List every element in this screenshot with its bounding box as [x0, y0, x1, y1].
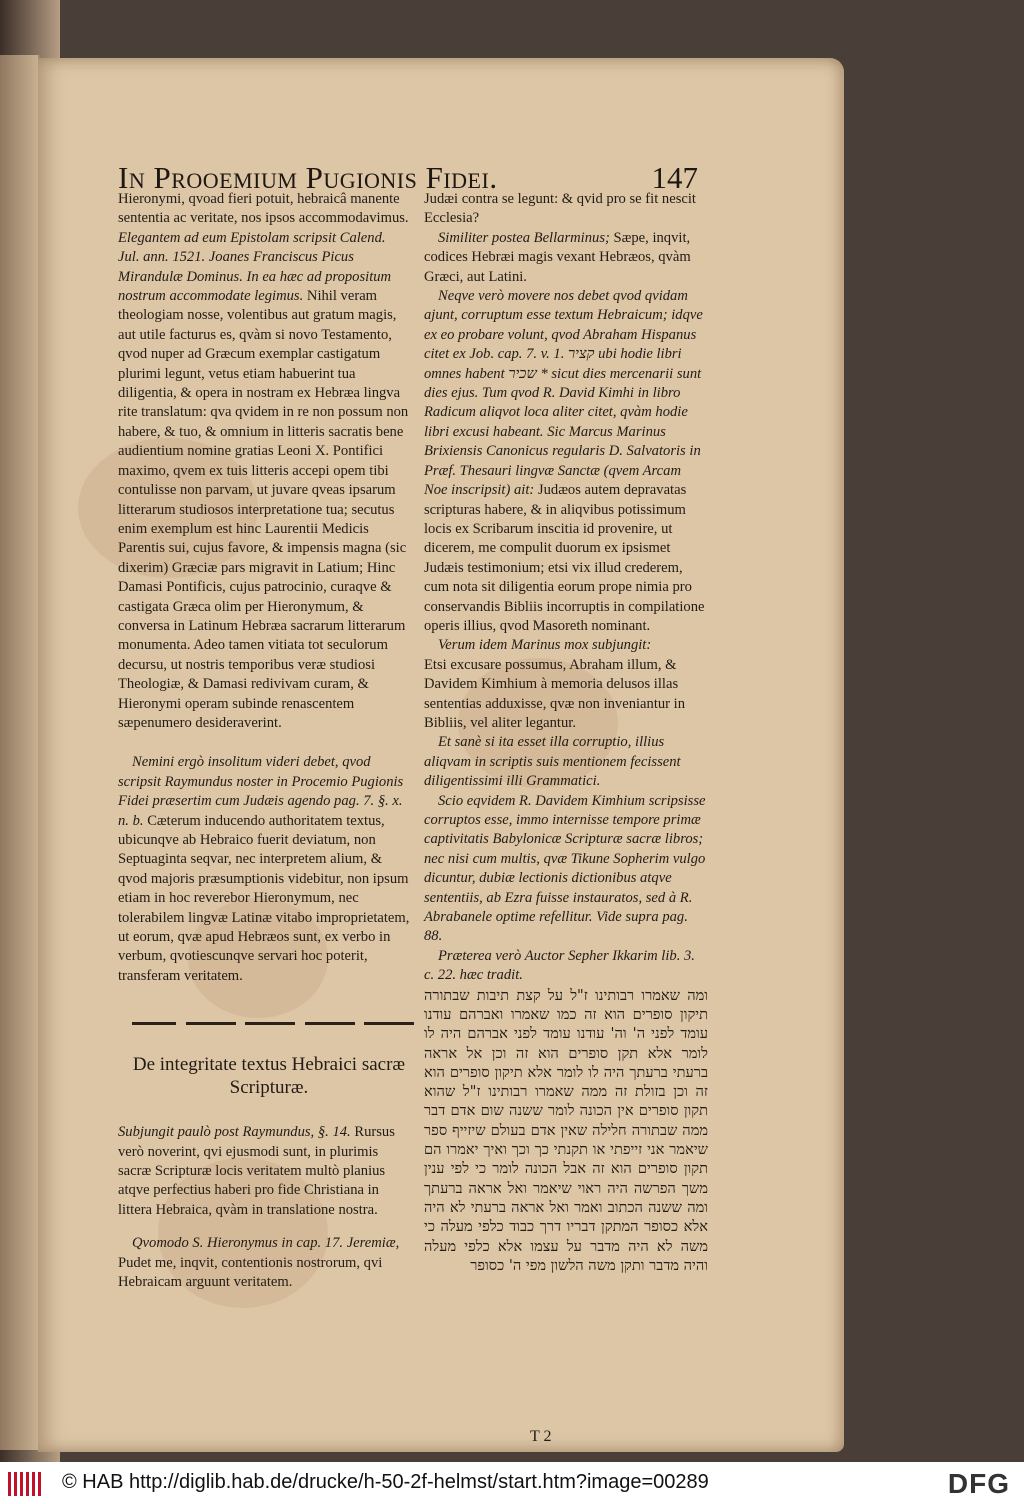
- text: Cæterum inducendo authoritatem textus, ubicunqve ab Hebraico fuerit deviatum, non Septuaginta seqvar, nec interpretem alium, & qvod majoris præsumptionis videbitur, non ipsum etiam in hoc reverebor Hieronymum, nec tolerabilem lingvæ Latinæ vitabo improprietatem, ut eorum, qvæ apud Hebræos sunt, ex verbo in verbum, qvotiescunqve servari hoc poterit, transferam veritatem.: [118, 812, 410, 984]
- text-italic: Subjungit paulò post Raymundus, §. 14.: [118, 1124, 351, 1141]
- text: Judæos autem depravatas scripturas habere, & in aliqvibus potissimum locis ex Scribarum inscitia id provenire, ut dicerem, me compulit duorum ex ipsismet Judæis testimonium; etsi vix illud crederem, cum nota sit diligentia eorum prope nimia pro conservandis Bibliis incorruptis in compilatione operis illius, qvod Masoreth nominant.: [424, 482, 705, 634]
- text: Pudet me, inqvit, contentionis nostrorum, qvi Hebraicam arguunt veritatem.: [118, 1254, 383, 1291]
- text: Nihil veram theologiam nosse, volentibus aut gratum magis, aut utile facturus es, qvàm si novo Testamento, qvod nuper ad Græcum exemplar castigatum plurimi legunt, vetus etiam habuerint tua diligentia, & opera in nostram ex Hebræa lingva rite translatum: qva qvidem in re non possum non habere, & tuo, & omnium in litteris sacratis bene audientium nomine gratias Leoni X. Pontifici maximo, qvem ex tuis litteris accepi opem tibi contulisse non parvam, ut juvare qveas ipsarum litterarum studiosos interpretatione tua; secutus enim exemplum est hinc Laurentii Medicis Parentis sui, cujus favore, & impensis magna (sic dixerim) Græciæ pars migravit in Latium; Hinc Damasi Pontificis, cujus patrocinio, curaqve & castigata Græca olim per Hieronymum, & conversa in Latinum Hebræa sacrarum litterarum monumenta. Adeo tamen vitiata tot seculorum decursu, ut nostris temporibus veræ studiosi Theologiæ, & Damasi redivivam curam, & Hieronymi operam subinde renascentem sæpenumero desideraverint.: [118, 288, 409, 731]
- left-page-edge: [0, 55, 40, 1450]
- paragraph: [424, 287, 708, 636]
- paragraph: [118, 753, 410, 986]
- text: Rursus verò noverint, qvi ejusmodi sunt, in plurimis sacræ Scripturæ locis veritatem multò planius atqve perfectius haberi pro fide Christiana in littera Hebraica, qvàm in translatione nostra.: [118, 1124, 395, 1218]
- hab-logo-icon: [8, 1472, 42, 1496]
- footer-bar: [0, 1462, 1024, 1504]
- paragraph: Et sanè si ita esset illa corruptio, illius aliqvam in scriptis suis mentionem fecissent diligentissimi illi Grammatici.: [424, 734, 681, 790]
- text-italic: Qvomodo S. Hieronymus in cap. 17. Jeremiæ,: [132, 1235, 400, 1252]
- paragraph: Præterea verò Auctor Sepher Ikkarim lib. 3. c. 22. hæc tradit.: [424, 947, 695, 984]
- paragraph: [424, 229, 708, 287]
- paragraph: [118, 1234, 410, 1292]
- text-italic: Verum idem Marinus mox subjungit:: [438, 637, 652, 654]
- section-title: De integritate textus Hebraici sacræ Scripturæ.: [132, 1054, 406, 1099]
- text: Hieronymi, qvoad fieri potuit, hebraicâ manente sententia ac veritate, nos ipsos accommodavimus.: [118, 191, 409, 227]
- header-title: In Prooemium Pugionis Fidei.: [118, 160, 498, 195]
- text: Sæpe, inqvit, codices Hebræi magis vexant Hebræos, qvàm Græci, aut Latini.: [424, 229, 691, 285]
- signature-mark: T 2: [530, 1428, 552, 1445]
- paragraph: [424, 636, 708, 655]
- footer-source-link[interactable]: © HAB http://diglib.hab.de/drucke/h-50-2f-helmst/start.htm?image=00289: [62, 1471, 709, 1493]
- text-italic: Nemini ergò insolitum videri debet, qvod scripsit Raymundus noster in Procemio Pugionis Fidei præsertim cum Judæis agendo pag. 7. §. x. n. b.: [118, 754, 404, 829]
- paragraph: Judæi contra se legunt: & qvid pro se fit nescit Ecclesia?: [424, 191, 696, 227]
- text-italic: Similiter postea Bellarminus;: [438, 229, 610, 246]
- paragraph: Scio eqvidem R. Davidem Kimhium scripsisse corruptos esse, immo internisse tempore primæ captivitatis Babylonicæ Scripturæ sacræ libros; nec nisi cum multis, qvæ Tikune Sopherim vulgo dicuntur, dubiæ lectionis dictionibus atqve sententiis, ab Ezra fuisse instauratos, sed à R. Abrabanele optime refellitur. Vide supra pag. 88.: [424, 792, 706, 945]
- paragraph: [118, 190, 410, 733]
- right-column: [424, 190, 708, 1275]
- paragraph: [118, 1123, 410, 1220]
- page-number: 147: [651, 160, 698, 195]
- text-italic: Neqve verò movere nos debet qvod qvidam ajunt, corruptum esse textum Hebraicum; idqve ex eo probare volunt, qvod Abraham Hispanus citet ex Job. cap. 7. v. 1. קציר ubi hodie libri omnes habent שכיר * sicut dies mercenarii sunt dies ejus. Tum qvod R. David Kimhi in libro Radicum aliqvot loca aliter citet, qvàm hodie libri excusi habeant. Sic Marcus Marinus Brixiensis Canonicus regularis D. Salvatoris in Præf. Thesauri lingvæ Sanctæ (qvem Arcam Noe inscripsit) ait:: [424, 288, 703, 499]
- paragraph: Etsi excusare possumus, Abraham illum, & Davidem Kimhium à memoria delusos illas sententias adduxisse, qvæ non inveniantur in Bibliis, vel aliter legantur.: [424, 656, 686, 731]
- hebrew-quotation: ומה שאמרו רבותינו ז"ל על קצת תיבות שבתורה תיקון סופרים הוא זה כמו שאמרו ואברהם עודנו עומד לפני ה' וה' עודנו עומד לפני אברהם היה לו לומר אלא תקן סופרים הוא זה וכן אל אראה ברעתי ברעתך היה לו לומר אלא תיקון סופרים הוא זה וכן בזולת זה ממה שאמרו רבותינו ז"ל שהוא תקון סופרים אין הכונה לומר ששנה שום אדם דבר ממה שבתורה חלילה שאין אדם בעולם שיזייף ספר שיאמר אני זייפתי או תקנתי כך וכך ואיך יאמרו הם תקון סופרים הוא זה אבל הכונה לומר כי לפי ענין משך הפרשה היה ראוי שיאמר ואל אראה ברעתך ומה ששנה הכתוב ואמר ואל אראה ברעתי לא היה אלא כסופר המתקן דבריו דרך כבוד כלפי מעלה כי משה לא היה מדבר על עצמו אלא כלפי מעלה והיה מדבר ותקן משה הלשון מפי ה' כסופר: [424, 986, 708, 1274]
- section-divider: [132, 1022, 414, 1025]
- text-italic: Elegantem ad eum Epistolam scripsit Calend. Jul. ann. 1521. Joanes Franciscus Picus Mirandulæ Dominus. In ea hæc ad propositum nostrum accommodate legimus.: [118, 229, 392, 305]
- dfg-logo: DFG: [947, 1468, 1010, 1499]
- left-column: [118, 190, 410, 1293]
